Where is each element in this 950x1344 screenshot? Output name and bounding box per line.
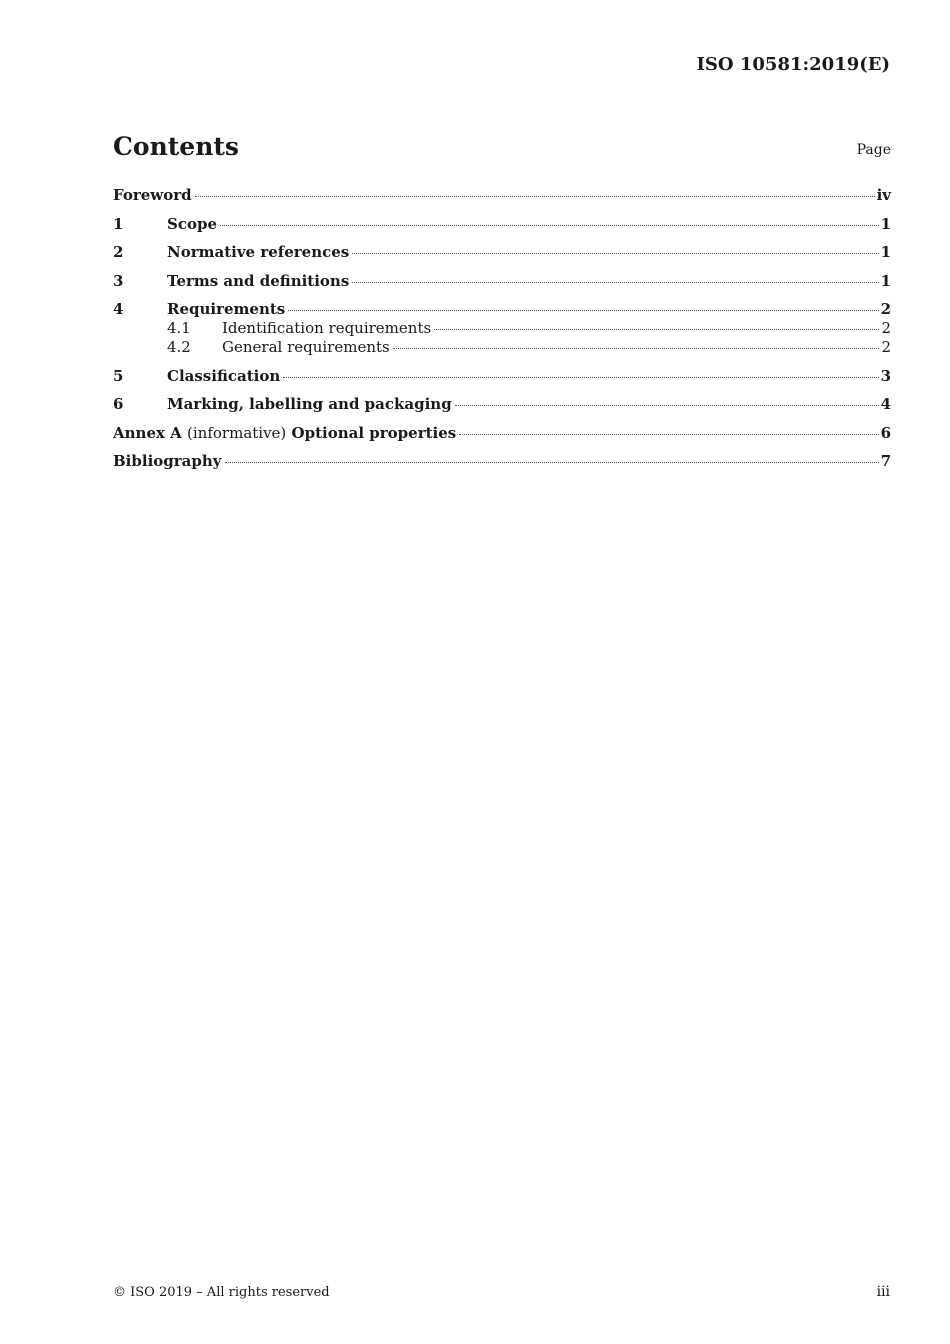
annex-title: Optional properties xyxy=(291,423,457,442)
toc-entry-title xyxy=(113,424,456,443)
toc-entry-page: iv xyxy=(876,186,891,204)
toc-entry-requirements[interactable] xyxy=(113,300,891,319)
annex-type: (informative) xyxy=(187,423,287,442)
toc-entry-page: 1 xyxy=(880,271,891,290)
toc-leader-dots xyxy=(283,377,878,378)
toc-entry-page: 1 xyxy=(880,243,891,261)
toc-leader-dots xyxy=(352,282,878,283)
toc-entry-title: Requirements xyxy=(167,300,286,318)
toc-entry-foreword[interactable] xyxy=(113,186,891,205)
toc-entry-number: 4.1 xyxy=(167,319,191,337)
copyright-notice: © ISO 2019 – All rights reserved xyxy=(113,1285,330,1300)
toc-entry-title: Identification requirements xyxy=(222,319,432,337)
toc-entry-number: 1 xyxy=(113,214,124,233)
toc-entry-general-requirements[interactable] xyxy=(113,338,891,357)
toc-leader-dots xyxy=(195,196,875,197)
toc-entry-bibliography[interactable] xyxy=(113,452,891,471)
toc-entry-classification[interactable] xyxy=(113,367,891,386)
toc-entry-page: 2 xyxy=(881,319,891,337)
toc-entry-title: Scope xyxy=(167,214,218,233)
page-column-label: Page xyxy=(856,142,891,158)
toc-entry-page: 2 xyxy=(880,300,891,318)
toc-leader-dots xyxy=(352,253,878,254)
toc-entry-terms-and-definitions[interactable] xyxy=(113,272,891,291)
toc-entry-number: 6 xyxy=(113,395,124,413)
toc-leader-dots xyxy=(393,348,880,349)
toc-entry-title: Foreword xyxy=(113,186,192,204)
toc-entry-normative-references[interactable] xyxy=(113,243,891,262)
toc-entry-number: 2 xyxy=(113,243,124,261)
toc-entry-page: 6 xyxy=(880,423,891,442)
toc-entry-scope[interactable] xyxy=(113,215,891,234)
toc-entry-number: 4 xyxy=(113,300,124,318)
toc-entry-title: General requirements xyxy=(222,338,390,356)
toc-entry-number: 4.2 xyxy=(167,338,191,356)
toc-leader-dots xyxy=(220,225,879,226)
document-id: ISO 10581:2019(E) xyxy=(696,54,890,75)
toc-entry-marking-labelling-packaging[interactable] xyxy=(113,395,891,414)
toc-entry-page: 2 xyxy=(881,338,891,356)
toc-entry-page: 1 xyxy=(880,214,891,233)
toc-leader-dots xyxy=(455,405,879,406)
contents-title: Contents xyxy=(113,132,240,161)
toc-leader-dots xyxy=(288,310,878,311)
annex-label: Annex A xyxy=(113,423,182,442)
toc-leader-dots xyxy=(225,462,879,463)
toc-leader-dots xyxy=(434,329,879,330)
toc-entry-title: Marking, labelling and packaging xyxy=(167,395,452,413)
toc-entry-page: 7 xyxy=(880,452,891,470)
toc-entry-page: 4 xyxy=(880,395,891,413)
toc-entry-annex-a[interactable] xyxy=(113,424,891,443)
toc-entry-number: 5 xyxy=(113,366,124,385)
toc-leader-dots xyxy=(459,434,878,435)
toc-entry-title: Terms and definitions xyxy=(167,271,350,290)
toc-entry-identification-requirements[interactable] xyxy=(113,319,891,338)
toc-entry-title: Bibliography xyxy=(113,452,222,470)
toc-entry-page: 3 xyxy=(880,366,891,385)
toc-entry-title: Classification xyxy=(167,366,281,385)
page-number: iii xyxy=(876,1284,890,1300)
table-of-contents xyxy=(113,186,891,471)
toc-entry-number: 3 xyxy=(113,271,124,290)
toc-entry-title: Normative references xyxy=(167,243,350,261)
